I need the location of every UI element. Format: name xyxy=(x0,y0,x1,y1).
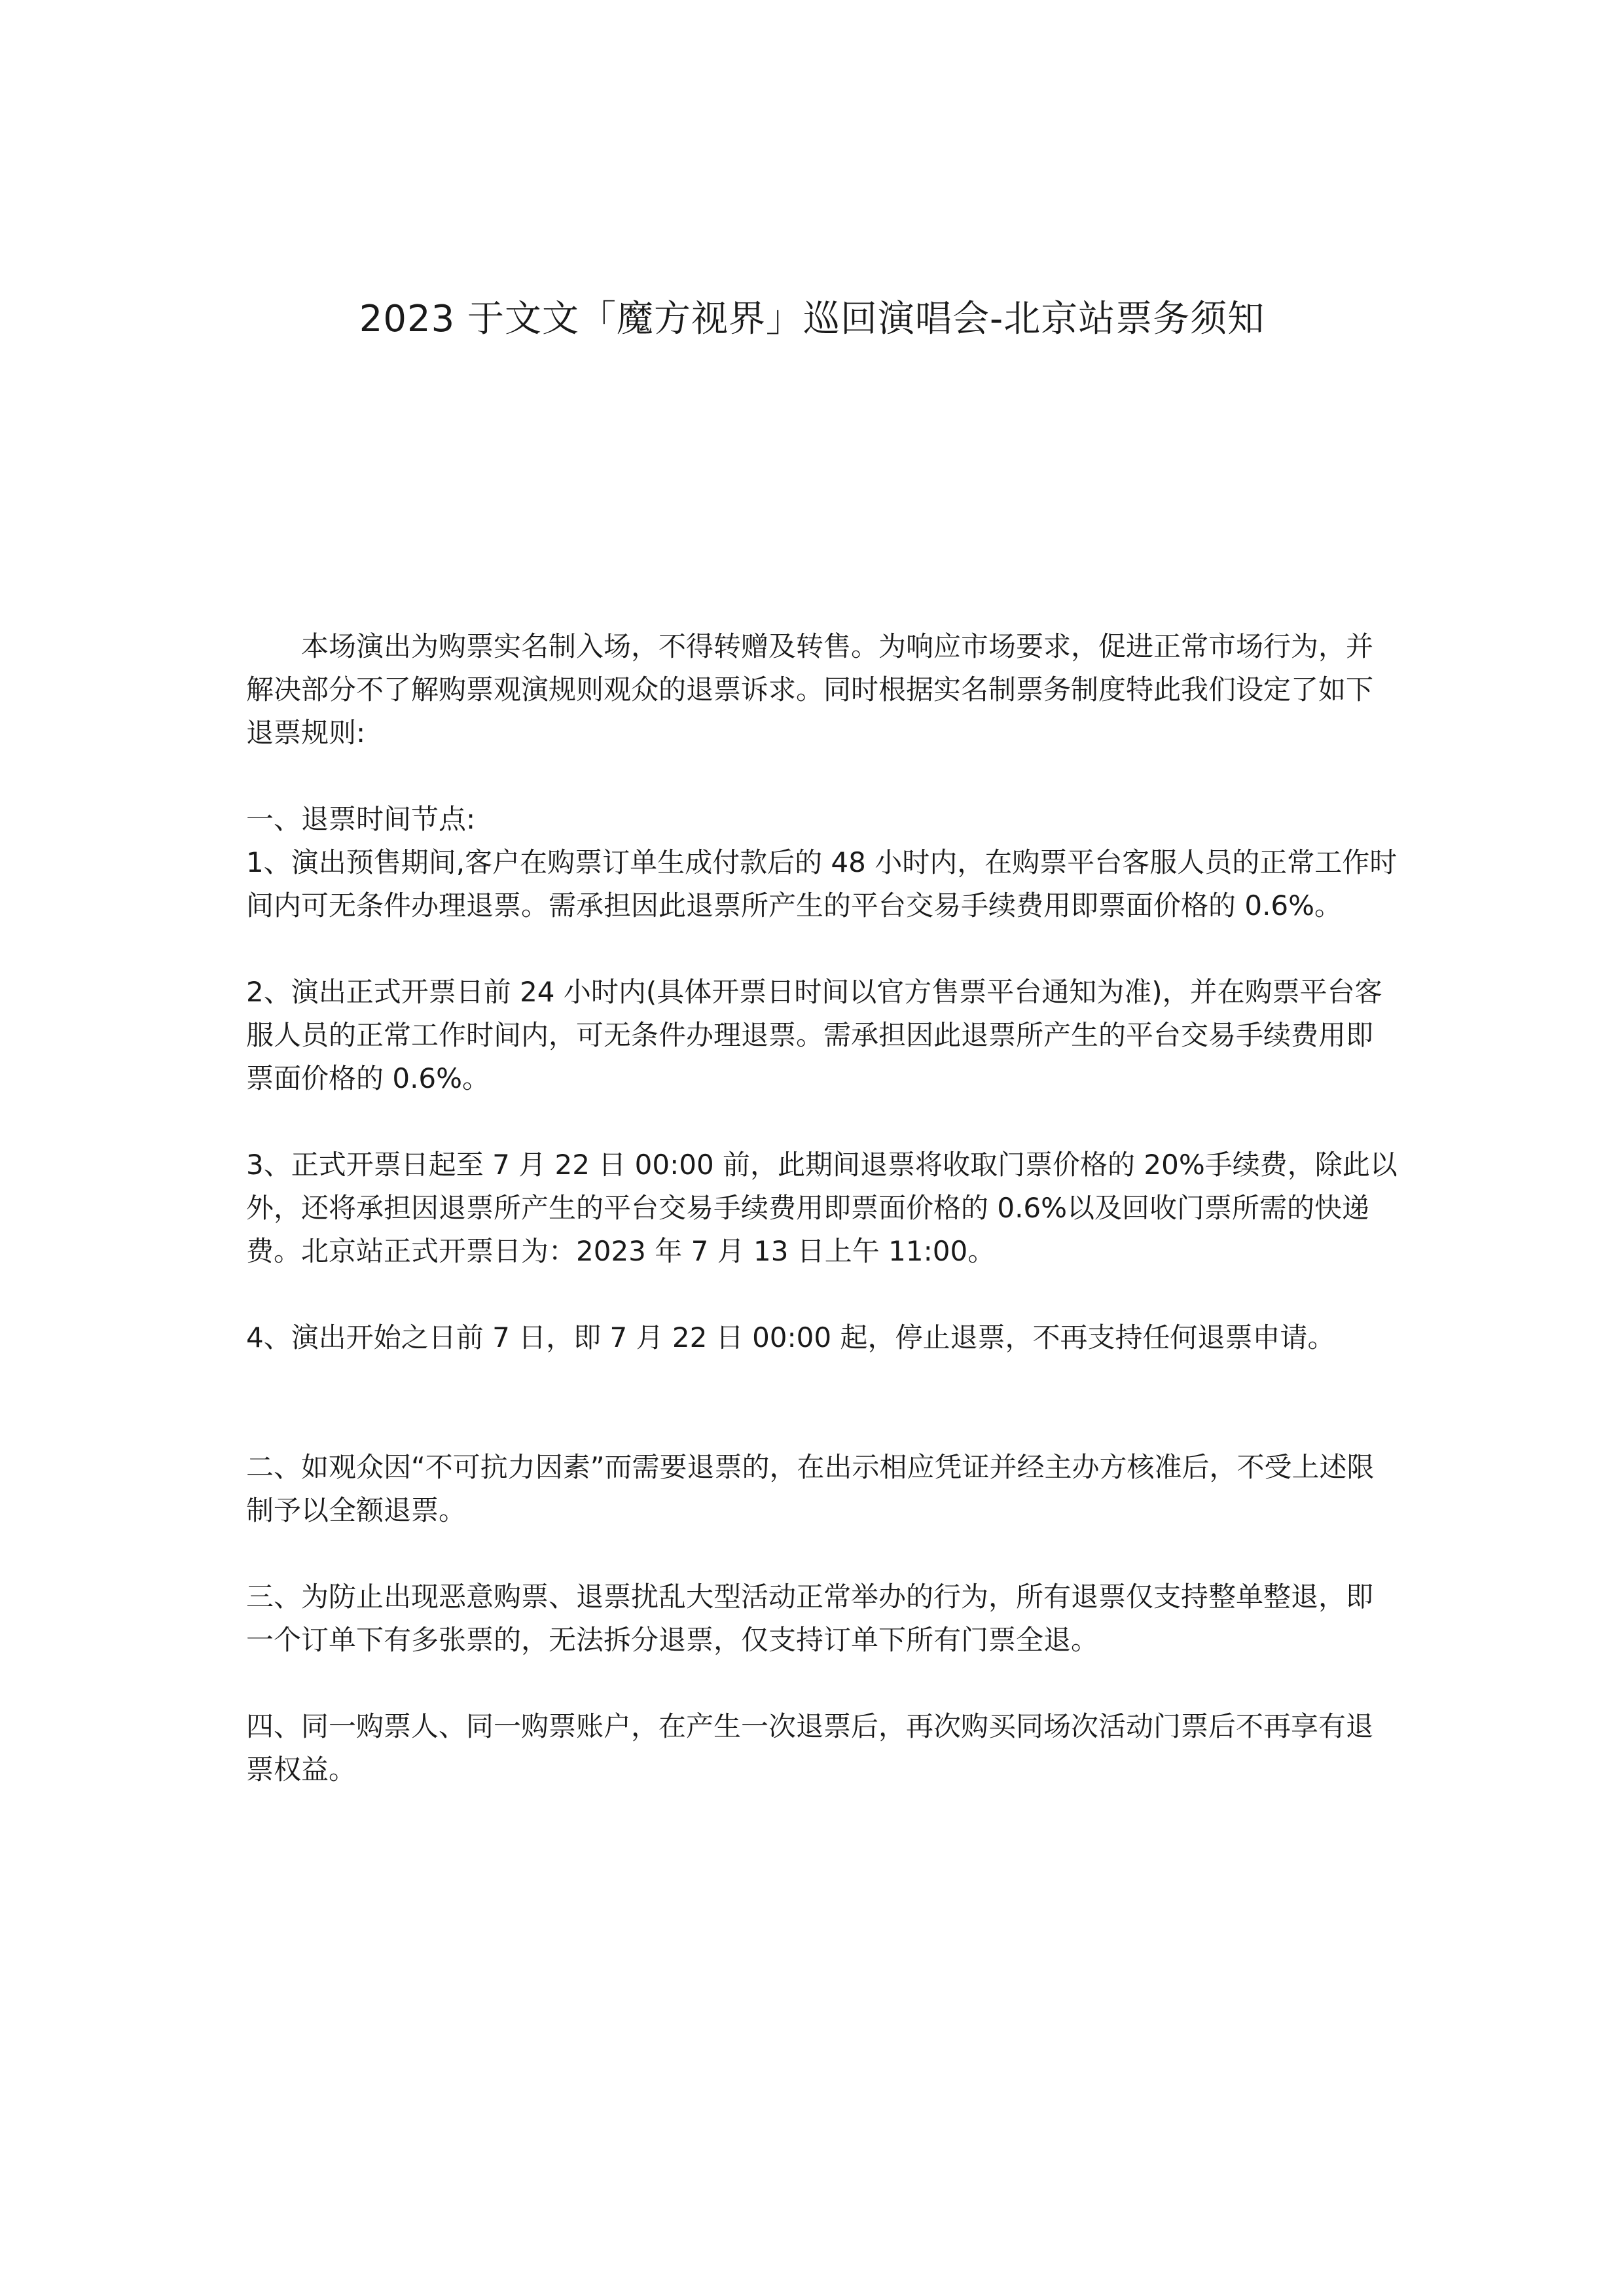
section3-paragraph: 三、为防止出现恶意购票、退票扰乱大型活动正常举办的行为，所有退票仅支持整单整退，即一个订单下有多张票的，无法拆分退票，仅支持订单下所有门票全退。 xyxy=(246,1581,1374,1656)
section1-item-4: 4、演出开始之日前 7 日，即 7 月 22 日 00:00 起，停止退票，不再支持任何退票申请。 xyxy=(246,1321,1335,1354)
document-body xyxy=(246,625,1398,1791)
section1-item-3: 3、正式开票日起至 7 月 22 日 00:00 前，此期间退票将收取门票价格的 20%手续费，除此以外，还将承担因退票所产生的平台交易手续费用即票面价格的 0.6%以及回收门票所需的快递费。北京站正式开票日为：2023 年 7 月 13 日上午 11:00。 xyxy=(246,1149,1398,1267)
intro-paragraph: 本场演出为购票实名制入场，不得转赠及转售。为响应市场要求，促进正常市场行为，并解决部分不了解购票观演规则观众的退票诉求。同时根据实名制票务制度特此我们设定了如下退票规则: xyxy=(246,630,1374,749)
section4-paragraph: 四、同一购票人、同一购票账户，在产生一次退票后，再次购买同场次活动门票后不再享有退票权益。 xyxy=(246,1710,1374,1785)
section1-heading: 一、退票时间节点: xyxy=(246,803,476,835)
section1-item-1: 1、演出预售期间,客户在购票订单生成付款后的 48 小时内，在购票平台客服人员的正常工作时间内可无条件办理退票。需承担因此退票所产生的平台交易手续费用即票面价格的 0.6%。 xyxy=(246,846,1398,922)
document-title: 2023 于文文「魔方视界」巡回演唱会-北京站票务须知 xyxy=(359,298,1265,340)
section2-paragraph: 二、如观众因“不可抗力因素”而需要退票的，在出示相应凭证并经主办方核准后，不受上述限制予以全额退票。 xyxy=(246,1451,1375,1526)
section1-item-2: 2、演出正式开票日前 24 小时内(具体开票日时间以官方售票平台通知为准)，并在购票平台客服人员的正常工作时间内，可无条件办理退票。需承担因此退票所产生的平台交易手续费用即票面价格的 0.6%。 xyxy=(246,976,1382,1094)
